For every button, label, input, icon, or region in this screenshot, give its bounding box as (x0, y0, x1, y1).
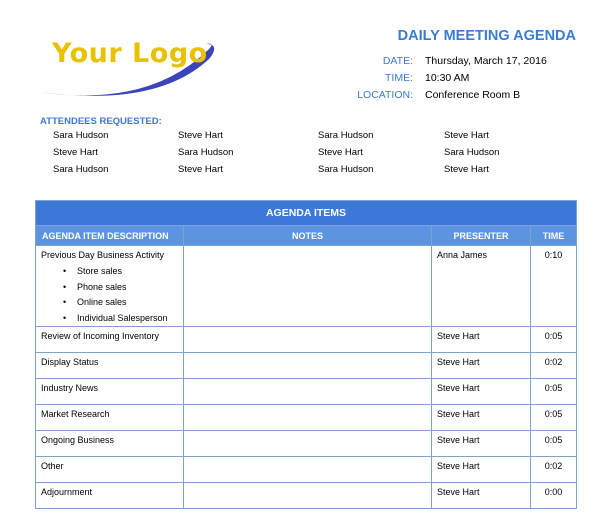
time-value: 10:30 AM (425, 72, 470, 84)
table-row (36, 379, 577, 405)
attendee: Steve Hart (178, 164, 223, 175)
presenter-cell: Steve Hart (432, 405, 531, 431)
notes-cell (184, 353, 432, 379)
column-header-description: AGENDA ITEM DESCRIPTION (36, 226, 184, 246)
agenda-table-title: AGENDA ITEMS (36, 201, 577, 226)
attendee: Sara Hudson (178, 147, 234, 158)
time-cell: 0:05 (531, 405, 577, 431)
notes-cell (184, 246, 432, 327)
notes-cell (184, 457, 432, 483)
attendee: Steve Hart (53, 147, 98, 158)
attendee: Sara Hudson (318, 130, 374, 141)
notes-cell (184, 483, 432, 509)
agenda-item-description: Other (36, 457, 184, 483)
table-row (36, 405, 577, 431)
location-label: LOCATION: (357, 89, 413, 101)
time-cell: 0:02 (531, 457, 577, 483)
logo: Your Logo (52, 38, 208, 69)
list-item: • Individual Salesperson (77, 311, 183, 327)
list-item: • Phone sales (77, 280, 183, 296)
attendee: Sara Hudson (318, 164, 374, 175)
notes-cell (184, 431, 432, 457)
list-item: • Online sales (77, 295, 183, 311)
list-item: • Store sales (77, 264, 183, 280)
date-value: Thursday, March 17, 2016 (425, 55, 547, 67)
agenda-item-description: Industry News (36, 379, 184, 405)
time-cell: 0:05 (531, 431, 577, 457)
presenter-cell: Steve Hart (432, 483, 531, 509)
attendee: Steve Hart (444, 164, 489, 175)
agenda-item-description: Market Research (36, 405, 184, 431)
column-header-notes: NOTES (184, 226, 432, 246)
time-cell: 0:05 (531, 379, 577, 405)
presenter-cell: Anna James (432, 246, 531, 327)
date-label: DATE: (382, 55, 413, 67)
table-row (36, 431, 577, 457)
agenda-item-description: Ongoing Business (36, 431, 184, 457)
attendee: Sara Hudson (53, 130, 109, 141)
notes-cell (184, 327, 432, 353)
page-title: DAILY MEETING AGENDA (397, 28, 576, 44)
time-label: TIME: (385, 72, 413, 84)
location-value: Conference Room B (425, 89, 521, 101)
table-row (36, 483, 577, 509)
notes-cell (184, 379, 432, 405)
column-header-time: TIME (531, 226, 577, 246)
presenter-cell: Steve Hart (432, 457, 531, 483)
agenda-sub-list (41, 264, 183, 326)
table-row (36, 353, 577, 379)
notes-cell (184, 405, 432, 431)
agenda-item-cell (36, 246, 184, 327)
agenda-item-description: Review of Incoming Inventory (36, 327, 184, 353)
presenter-cell: Steve Hart (432, 379, 531, 405)
agenda-table (35, 200, 577, 509)
agenda-item-description: Previous Day Business Activity (41, 250, 165, 260)
attendee: Sara Hudson (444, 147, 500, 158)
attendee: Steve Hart (178, 130, 223, 141)
agenda-item-description: Display Status (36, 353, 184, 379)
attendees-heading: ATTENDEES REQUESTED: (40, 116, 162, 127)
time-cell: 0:10 (531, 246, 577, 327)
table-row (36, 246, 577, 327)
table-row (36, 457, 577, 483)
column-header-presenter: PRESENTER (432, 226, 531, 246)
time-cell: 0:02 (531, 353, 577, 379)
attendee: Steve Hart (318, 147, 363, 158)
time-cell: 0:00 (531, 483, 577, 509)
presenter-cell: Steve Hart (432, 353, 531, 379)
attendee: Steve Hart (444, 130, 489, 141)
agenda-item-description: Adjournment (36, 483, 184, 509)
attendee: Sara Hudson (53, 164, 109, 175)
presenter-cell: Steve Hart (432, 327, 531, 353)
presenter-cell: Steve Hart (432, 431, 531, 457)
time-cell: 0:05 (531, 327, 577, 353)
table-row (36, 327, 577, 353)
